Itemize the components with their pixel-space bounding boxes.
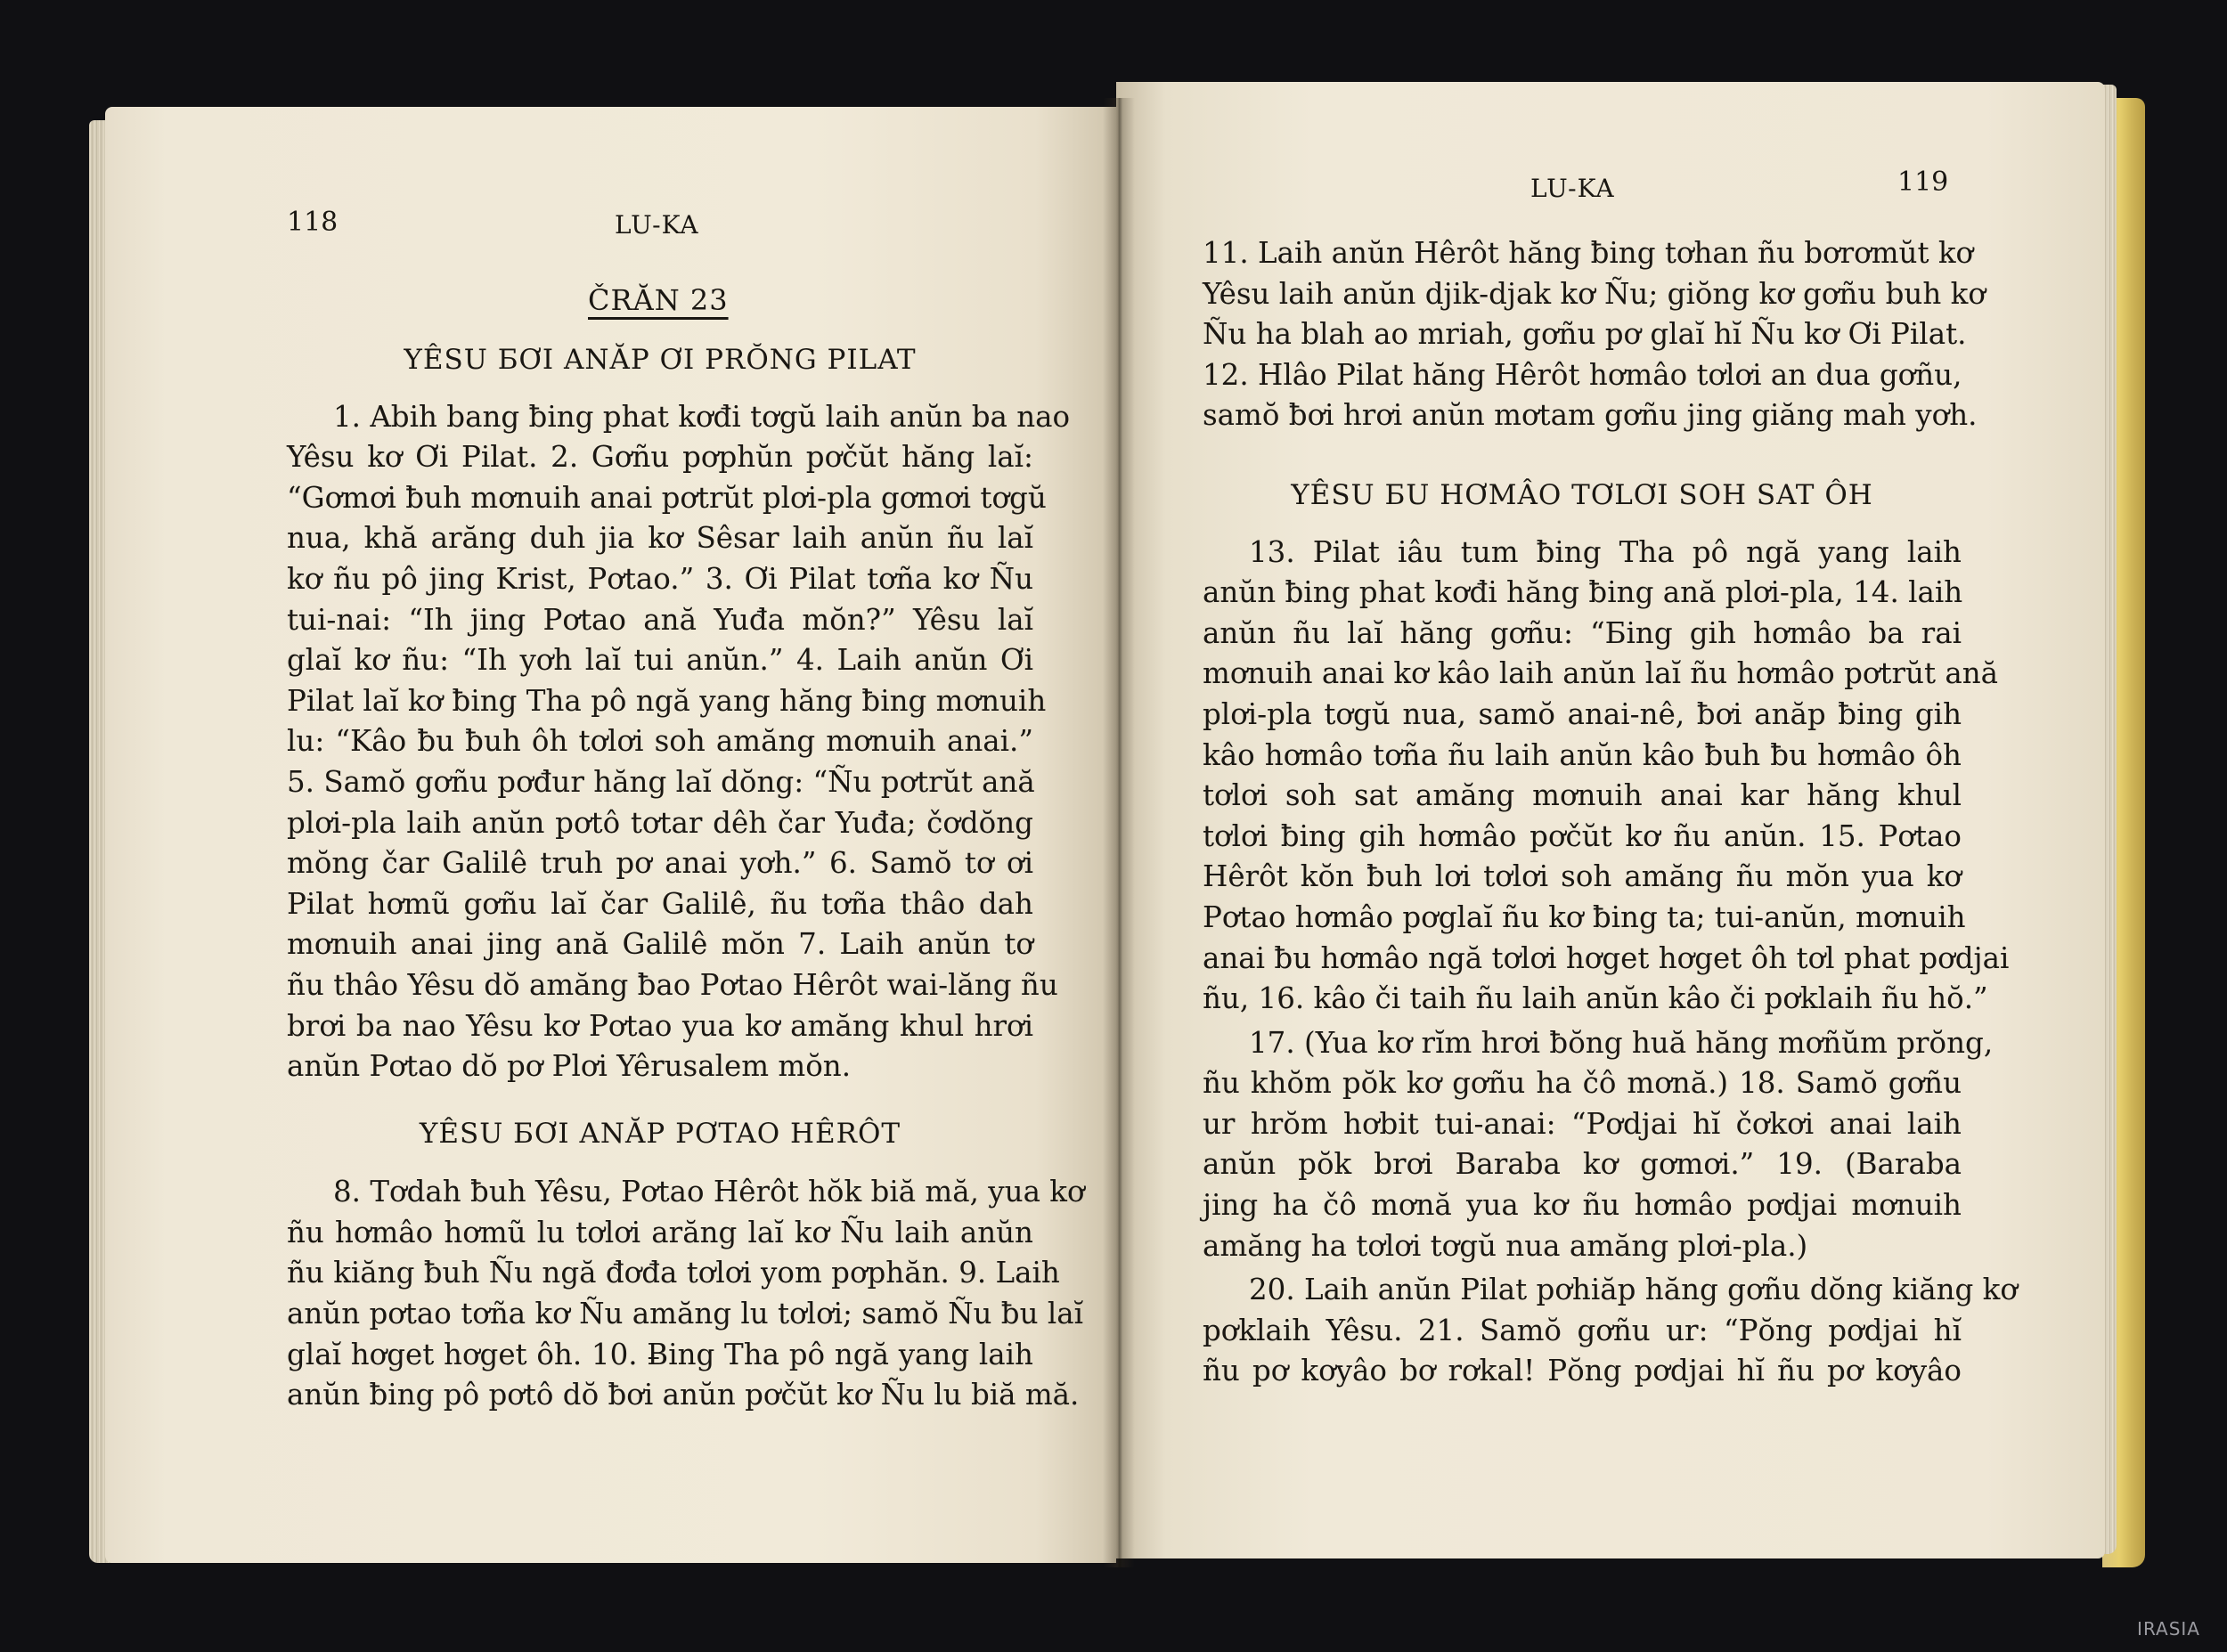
right-top-text	[1203, 233, 1986, 436]
right-section-text	[1203, 533, 2010, 1020]
text-line: plơi-pla tơgŭ nua, samŏ anai-nê, ƀơi anăp ƀing gih	[1203, 696, 1962, 731]
left-section1	[287, 340, 1085, 1416]
text-line: glaĭ kơ ñu: “Ih yơh laĭ tui anŭn.” 4. Laih anŭn Ơi	[287, 643, 1033, 678]
text-line: tơlơi soh sat amăng mơnuih anai kar hăng khul	[1203, 778, 1962, 813]
text-line: tui-nai: “Ih jing Pơtao ană Yuđa mŏn?” Yêsu laĭ	[287, 602, 1033, 637]
text-line: plơi-pla laih anŭn pơtô tơtar dêh čar Yuđa; čơdŏng	[287, 805, 1033, 840]
text-line: anŭn pơtao tơña kơ Ñu amăng lu tơlơi; samŏ Ñu ƀu laĭ	[287, 1297, 1084, 1331]
text-line: 11. Laih anŭn Hêrôt hăng ƀing tơhan ñu bơrơmŭt kơ	[1203, 236, 1974, 270]
text-line: anai ƀu hơmâo ngă tơlơi hơget hơget ôh tơl phat pơdjai	[1203, 940, 2010, 975]
right-running-head: LU-KA	[1530, 174, 1615, 203]
text-line: glaĭ hơget hơget ôh. 10. Ƀing Tha pô ngă yang laih	[287, 1337, 1033, 1371]
right-para17-text	[1203, 1023, 1994, 1267]
text-line: ñu thâo Yêsu dŏ amăng ƀao Pơtao Hêrôt wai-lăng ñu	[287, 967, 1058, 1002]
text-line: kơ ñu pô jing Krist, Pơtao.” 3. Ơi Pilat tơña kơ Ñu	[287, 561, 1033, 596]
text-line: Pilat laĭ kơ ƀing Tha pô ngă yang hăng ƀing mơnuih	[287, 683, 1047, 718]
text-line: kâo hơmâo tơña ñu laih anŭn kâo ƀuh ƀu hơmâo ôh	[1203, 737, 1962, 772]
text-line: anŭn pŏk brơi Baraba kơ gơmơi.” 19. (Baraba	[1203, 1147, 1962, 1182]
text-line: Ñu ha blah ao mriah, gơñu pơ glaĭ hĭ Ñu kơ Ơi Pilat.	[1203, 317, 1967, 352]
text-line: 13. Pilat iâu tum ƀing Tha pô ngă yang laih	[1249, 534, 1962, 569]
text-line: ñu khŏm pŏk kơ gơñu ha čô mơnă.) 18. Samŏ gơñu	[1203, 1066, 1962, 1101]
left-section2-text	[287, 1172, 1085, 1416]
text-line: jing ha čô mơnă yua kơ ñu hơmâo pơdjai mơnuih	[1203, 1188, 1962, 1223]
text-line: Hêrôt kŏn ƀuh lơi tơlơi soh amăng ñu mŏn yua kơ	[1203, 859, 1962, 894]
text-line: tơlơi ƀing gih hơmâo pơčŭt kơ ñu anŭn. 15. Pơtao	[1203, 818, 1962, 853]
text-line: 12. Hlâo Pilat hăng Hêrôt hơmâo tơlơi an dua gơñu,	[1203, 357, 1962, 392]
text-line: anŭn ƀing phat kơđi hăng ƀing ană plơi-pla, 14. laih	[1203, 575, 1963, 610]
text-line: 20. Laih anŭn Pilat pơhiăp hăng gơñu dŏng kiăng kơ	[1249, 1273, 2018, 1307]
text-line: mơnuih anai jing ană Galilê mŏn 7. Laih anŭn tơ	[287, 927, 1033, 962]
section-heading: YÊSU ƂƠI ANĂP ƠI PRŎNG PILAT	[404, 344, 917, 376]
section-heading: YÊSU ƂƠI ANĂP PƠTAO HÊRÔT	[419, 1117, 901, 1150]
text-line: mŏng čar Galilê truh pơ anai yơh.” 6. Samŏ tơ ơi	[287, 846, 1033, 881]
text-line: 8. Tơdah ƀuh Yêsu, Pơtao Hêrôt hŏk biă mă, yua kơ	[333, 1175, 1085, 1209]
text-line: ñu hơmâo hơmũ lu tơlơi arăng laĭ kơ Ñu laih anŭn	[287, 1215, 1033, 1249]
text-line: anŭn Pơtao dŏ pơ Plơi Yêrusalem mŏn.	[287, 1049, 852, 1084]
text-line: brơi ba nao Yêsu kơ Pơtao yua kơ amăng khul hrơi	[287, 1008, 1033, 1043]
text-line: lu: “Kâo ƀu ƀuh ôh tơlơi soh amăng mơnuih anai.”	[287, 724, 1033, 759]
text-line: pơklaih Yêsu. 21. Samŏ gơñu ur: “Pŏng pơdjai hĭ	[1203, 1313, 1962, 1347]
text-line: 5. Samŏ gơñu pơđur hăng laĭ dŏng: “Ñu pơtrŭt ană	[287, 764, 1035, 799]
book-gutter	[1103, 98, 1135, 1567]
text-line: amăng ha tơlơi tơgŭ nua amăng plơi-pla.)	[1203, 1228, 1808, 1263]
section-heading: YÊSU ƂU HƠMÂO TƠLƠI SOH SAT ÔH	[1291, 478, 1873, 511]
text-line: Pilat hơmũ gơñu laĭ čar Galilê, ñu tơña thâo dah	[287, 886, 1033, 921]
watermark: IRASIA	[2137, 1618, 2200, 1640]
text-line: ur hrŏm hơbit tui-anai: “Pơdjai hĭ čơkơi anai laih	[1203, 1106, 1962, 1141]
text-line: 17. (Yua kơ rĭm hrơi ƀŏng huă hăng mơñŭm prŏng,	[1249, 1025, 1994, 1060]
text-line: anŭn ñu laĭ hăng gơñu: “Ƃing gih hơmâo ba rai	[1203, 615, 1962, 650]
right-page-number: 119	[1897, 167, 1949, 198]
text-line: ñu pơ kơyâo bơ rơkal! Pŏng pơdjai hĭ ñu pơ kơyâo	[1203, 1354, 1962, 1388]
chapter-title: ČRĂN 23	[588, 283, 729, 317]
text-line: nua, khă arăng duh jia kơ Sêsar laih anŭn ñu laĭ	[287, 521, 1033, 556]
text-line: “Gơmơi ƀuh mơnuih anai pơtrŭt plơi-pla gơmơi tơgŭ	[287, 480, 1047, 515]
right-para20-text	[1203, 1270, 2018, 1392]
left-page-number: 118	[287, 207, 339, 238]
text-line: Yêsu laih anŭn djik-djak kơ Ñu; giŏng kơ gơñu buh kơ	[1203, 276, 1986, 311]
text-line: ñu, 16. kâo či taih ñu laih anŭn kâo či pơklaih ñu hŏ.”	[1203, 981, 1988, 1016]
left-running-head: LU-KA	[615, 210, 699, 240]
text-line: mơnuih anai kơ kâo laih anŭn laĭ ñu hơmâo pơtrŭt ană	[1203, 656, 1999, 691]
left-section1-text	[287, 397, 1071, 1087]
right-text	[1203, 233, 2018, 1392]
text-line: Yêsu kơ Ơi Pilat. 2. Gơñu pơphŭn pơčŭt hăng laĭ:	[287, 440, 1033, 475]
text-line: samŏ ƀơi hrơi anŭn mơtam gơñu jing giăng mah yơh.	[1203, 398, 1978, 433]
text-line: anŭn ƀing pô pơtô dŏ ƀơi anŭn pơčŭt kơ Ñu lu biă mă.	[287, 1378, 1080, 1412]
text-line: Pơtao hơmâo pơglaĭ ñu kơ ƀing ta; tui-anŭn, mơnuih	[1203, 899, 1966, 934]
text-line: ñu kiăng ƀuh Ñu ngă đơđa tơlơi yom pơphăn. 9. Laih	[287, 1256, 1060, 1290]
text-line: 1. Abih bang ƀing phat kơđi tơgŭ laih anŭn ba nao	[333, 399, 1071, 434]
